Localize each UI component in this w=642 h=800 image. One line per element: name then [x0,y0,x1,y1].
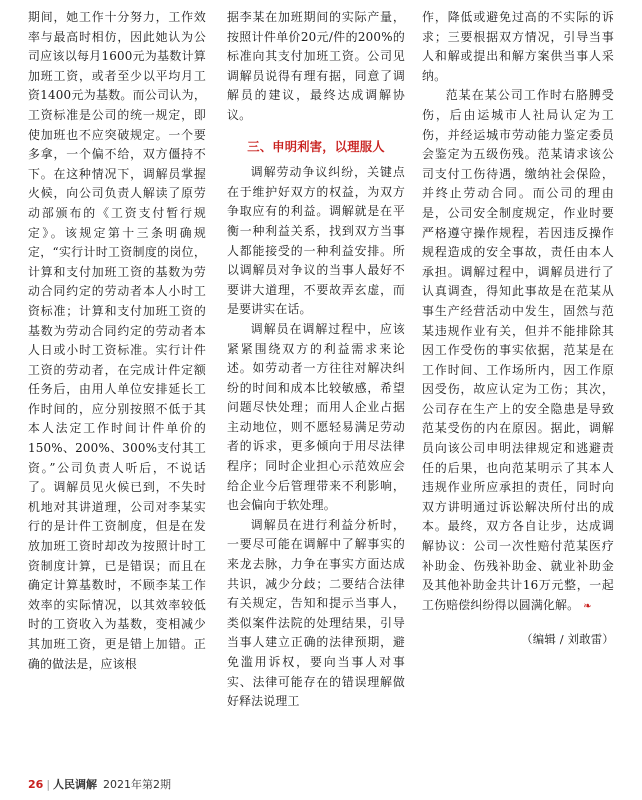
section-heading: 三、申明利害，以理服人 [247,139,385,154]
footer-divider: | [46,778,51,791]
paragraph: 期间，她工作十分努力，工作效率与最高时相仿，因此她认为公司应该以每月1600元为基数计算加班工资，或者至少以平均月工资1400元为基数。而公司认为，工资标准是公司的统一规定，即使加班也不应突破规定。一个要多拿，一个偏不给，双方僵持不下。在这种情况下，调解员掌握火候，向公司负责人解读了原劳动部颁布的《工资支付暂行规定》。该规定第十三条明确规定，“实行计时工资制度的岗位，计算和支付加班工资的基数为劳动合同约定的劳动者本人小时工资标准；计算和支付加班工资的基数为劳动合同约定的劳动者本人日或小时工资标准。实行计件工资的劳动者，在完成计件定额任务后，由用人单位安排延长工作时间的，应分别按照不低于其本人法定工作时间计件单价的150%、200%、300%支付其工资。”公司负责人听后，不说话了。调解员见火候已到，不失时机地对其讲道理，公司对李某实行的是计件工资制度，但是在发放加班工资时却改为按照计时工资制度计算，已是错误；而且在确定计算基数时，不顾李某工作效率的实际情况，以其效率较低时的工资收入为基数，变相减少其加班工资，更是错上加错。正确的做法是，应该根 [28,10,206,671]
page-footer [28,776,171,792]
text-column-1 [28,8,206,674]
end-of-article-icon: ❧ [583,600,592,612]
issue-label: 2021年第2期 [103,778,172,791]
text-column-2 [227,8,405,712]
paragraph: 调解员在进行利益分析时，一要尽可能在调解中了解事实的来龙去脉，力争在事实方面达成共识，减少分歧；二要结合法律有关规定，告知和提示当事人，类似案件法院的处理结果，引导当事人建立正确的法律预期，避免滥用诉权，要向当事人对事实、法律可能存在的错误理解做好释法说理工 [227,517,405,709]
text-column-3 [422,8,614,650]
paragraph: 作，降低或避免过高的不实际的诉求；三要根据双方情况，引导当事人和解或提出和解方案供当事人采纳。 [422,10,614,83]
page-number: 26 [28,778,44,791]
paragraph-text: 范某在某公司工作时右胳膊受伤，后由运城市人社局认定为工伤，并经运城市劳动能力鉴定委员会鉴定为五级伤残。范某请求该公司支付工伤待遇，缴纳社会保险，并终止劳动合同。而公司的理由是，公司安全制度规定，作业时要严格遵守操作规程，若因违反操作规程造成的安全事故，责任由本人承担。调解过程中，调解员进行了认真调查，得知此事故是在范某从事生产经营活动中发生，固然与范某违规作业有关，但并不能排除其因工作受伤的事实依据，范某是在工作时间、工作场所内，因工作原因受伤，故应认定为工伤；其次，公司存在生产上的安全隐患是导致范某受伤的内在原因。据此，调解员向该公司申明法律规定和逃避责任的后果，也向范某明示了其本人违规作业所应承担的责任，同时向双方讲明通过诉讼解决所付出的成本。最终，双方各自让步，达成调解协议：公司一次性赔付范某医疗补助金、伤残补助金、就业补助金及其他补助金共计16万元整，一起工伤赔偿纠纷得以圆满化解。 [422,88,614,612]
paragraph [422,86,614,616]
editor-credit: （编辑 / 刘敢雷） [521,632,614,647]
paragraph: 调解劳动争议纠纷，关键点在于维护好双方的权益，为双方争取应有的利益。调解就是在平衡一种利益关系，找到双方当事人都能接受的一种利益安排。所以调解员对争议的当事人最好不要讲大道理，不要故弄玄虚，而是要讲实在话。 [227,165,405,317]
magazine-name: 人民调解 [53,778,98,791]
paragraph: 调解员在调解过程中，应该紧紧围绕双方的利益需求来论述。如劳动者一方往往对解决纠纷的时间和成本比较敏感，希望问题尽快处理；而用人企业占据主动地位，则不愿轻易满足劳动者的诉求，更多倾向于用尽法律程序；同时企业担心示范效应会给企业今后管理带来不利影响，也会偏向于软处理。 [227,321,405,513]
paragraph: 据李某在加班期间的实际产量，按照计件单价20元/件的200%的标准向其支付加班工资。公司见调解员说得有理有据，同意了调解员的建议，最终达成调解协议。 [227,10,405,122]
